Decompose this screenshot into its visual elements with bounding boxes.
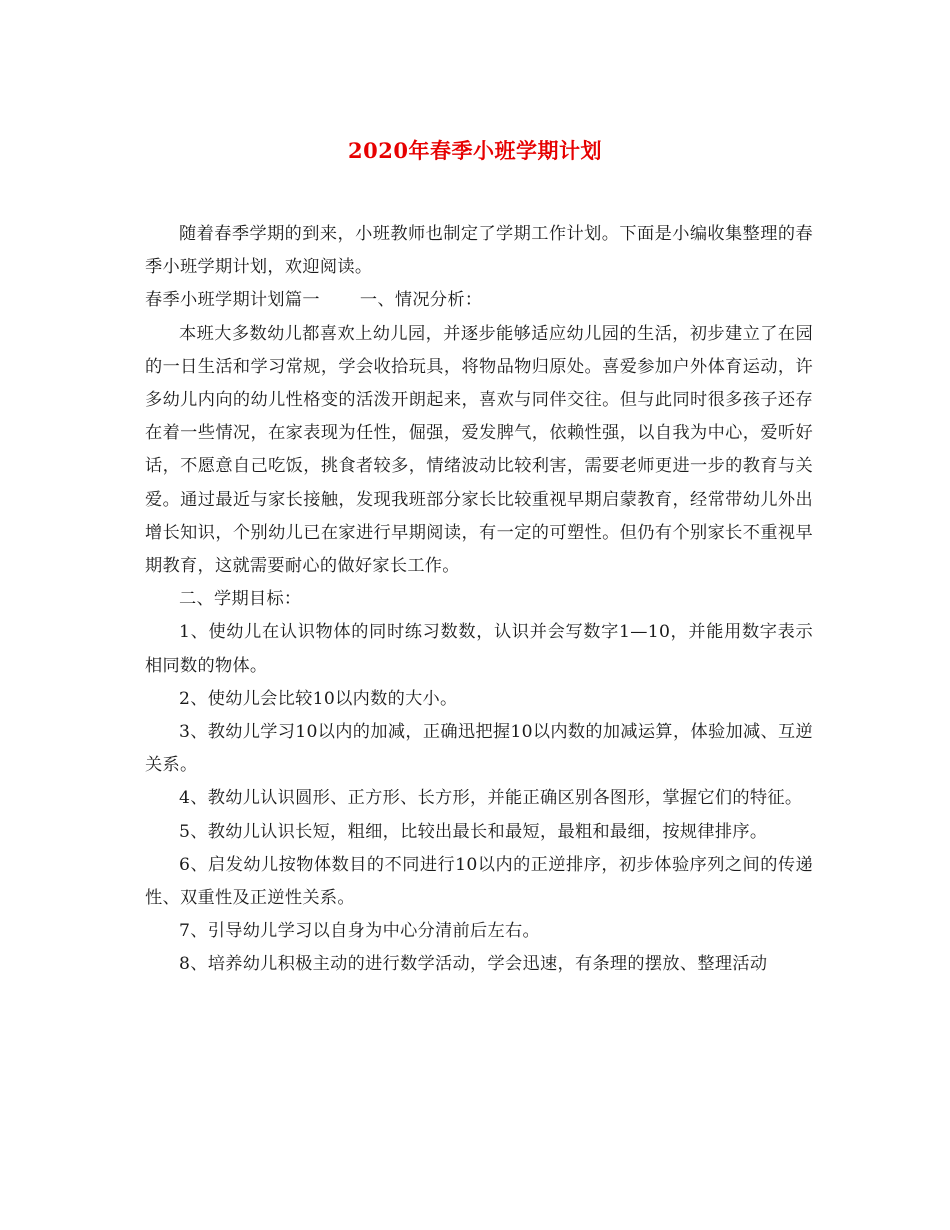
section1-heading: 一、情况分析：	[359, 290, 483, 311]
goal-item-3: 3、教幼儿学习10以内的加减，正确迅把握10以内数的加减运算，体验加减、互逆关系。	[145, 722, 813, 776]
section-label: 春季小班学期计划篇一	[145, 290, 320, 311]
document-title: 2020年春季小班学期计划	[348, 138, 602, 163]
document-body	[145, 218, 813, 982]
section2-heading: 二、学期目标：	[179, 589, 302, 610]
goal-item-1: 1、使幼儿在认识物体的同时练习数数，认识并会写数字1—10，并能用数字表示相同数的物体。	[145, 622, 813, 676]
goal-item-8: 8、培养幼儿积极主动的进行数学活动，学会迅速，有条理的摆放、整理活动	[179, 954, 768, 975]
goal-item-5: 5、教幼儿认识长短，粗细，比较出最长和最短，最粗和最细，按规律排序。	[179, 821, 768, 842]
goal-item-2: 2、使幼儿会比较10以内数的大小。	[179, 688, 458, 709]
section1-paragraph: 本班大多数幼儿都喜欢上幼儿园，并逐步能够适应幼儿园的生活，初步建立了在园的一日生活和学习常规，学会收拾玩具，将物品物归原处。喜爱参加户外体育运动，许多幼儿内向的幼儿性格变的活泼开朗起来，喜欢与同伴交往。但与此同时很多孩子还存在着一些情况，在家表现为任性，倔强，爱发脾气，依赖性强，以自我为中心，爱听好话，不愿意自己吃饭，挑食者较多，情绪波动比较利害，需要老师更进一步的教育与关爱。通过最近与家长接触，发现我班部分家长比较重视早期启蒙教育，经常带幼儿外出增长知识，个别幼儿已在家进行早期阅读，有一定的可塑性。但仍有个别家长不重视早期教育，这就需要耐心的做好家长工作。	[145, 323, 813, 577]
section-label-line	[145, 284, 813, 317]
goal-item-7: 7、引导幼儿学习以自身为中心分清前后左右。	[179, 921, 540, 942]
goal-item-6: 6、启发幼儿按物体数目的不同进行10以内的正逆排序，初步体验序列之间的传递性、双重性及正逆性关系。	[145, 854, 813, 909]
goal-item-4: 4、教幼儿认识圆形、正方形、长方形，并能正确区别各图形，掌握它们的特征。	[179, 788, 803, 809]
intro-paragraph: 随着春季学期的到来，小班教师也制定了学期工作计划。下面是小编收集整理的春季小班学期计划，欢迎阅读。	[145, 224, 813, 278]
